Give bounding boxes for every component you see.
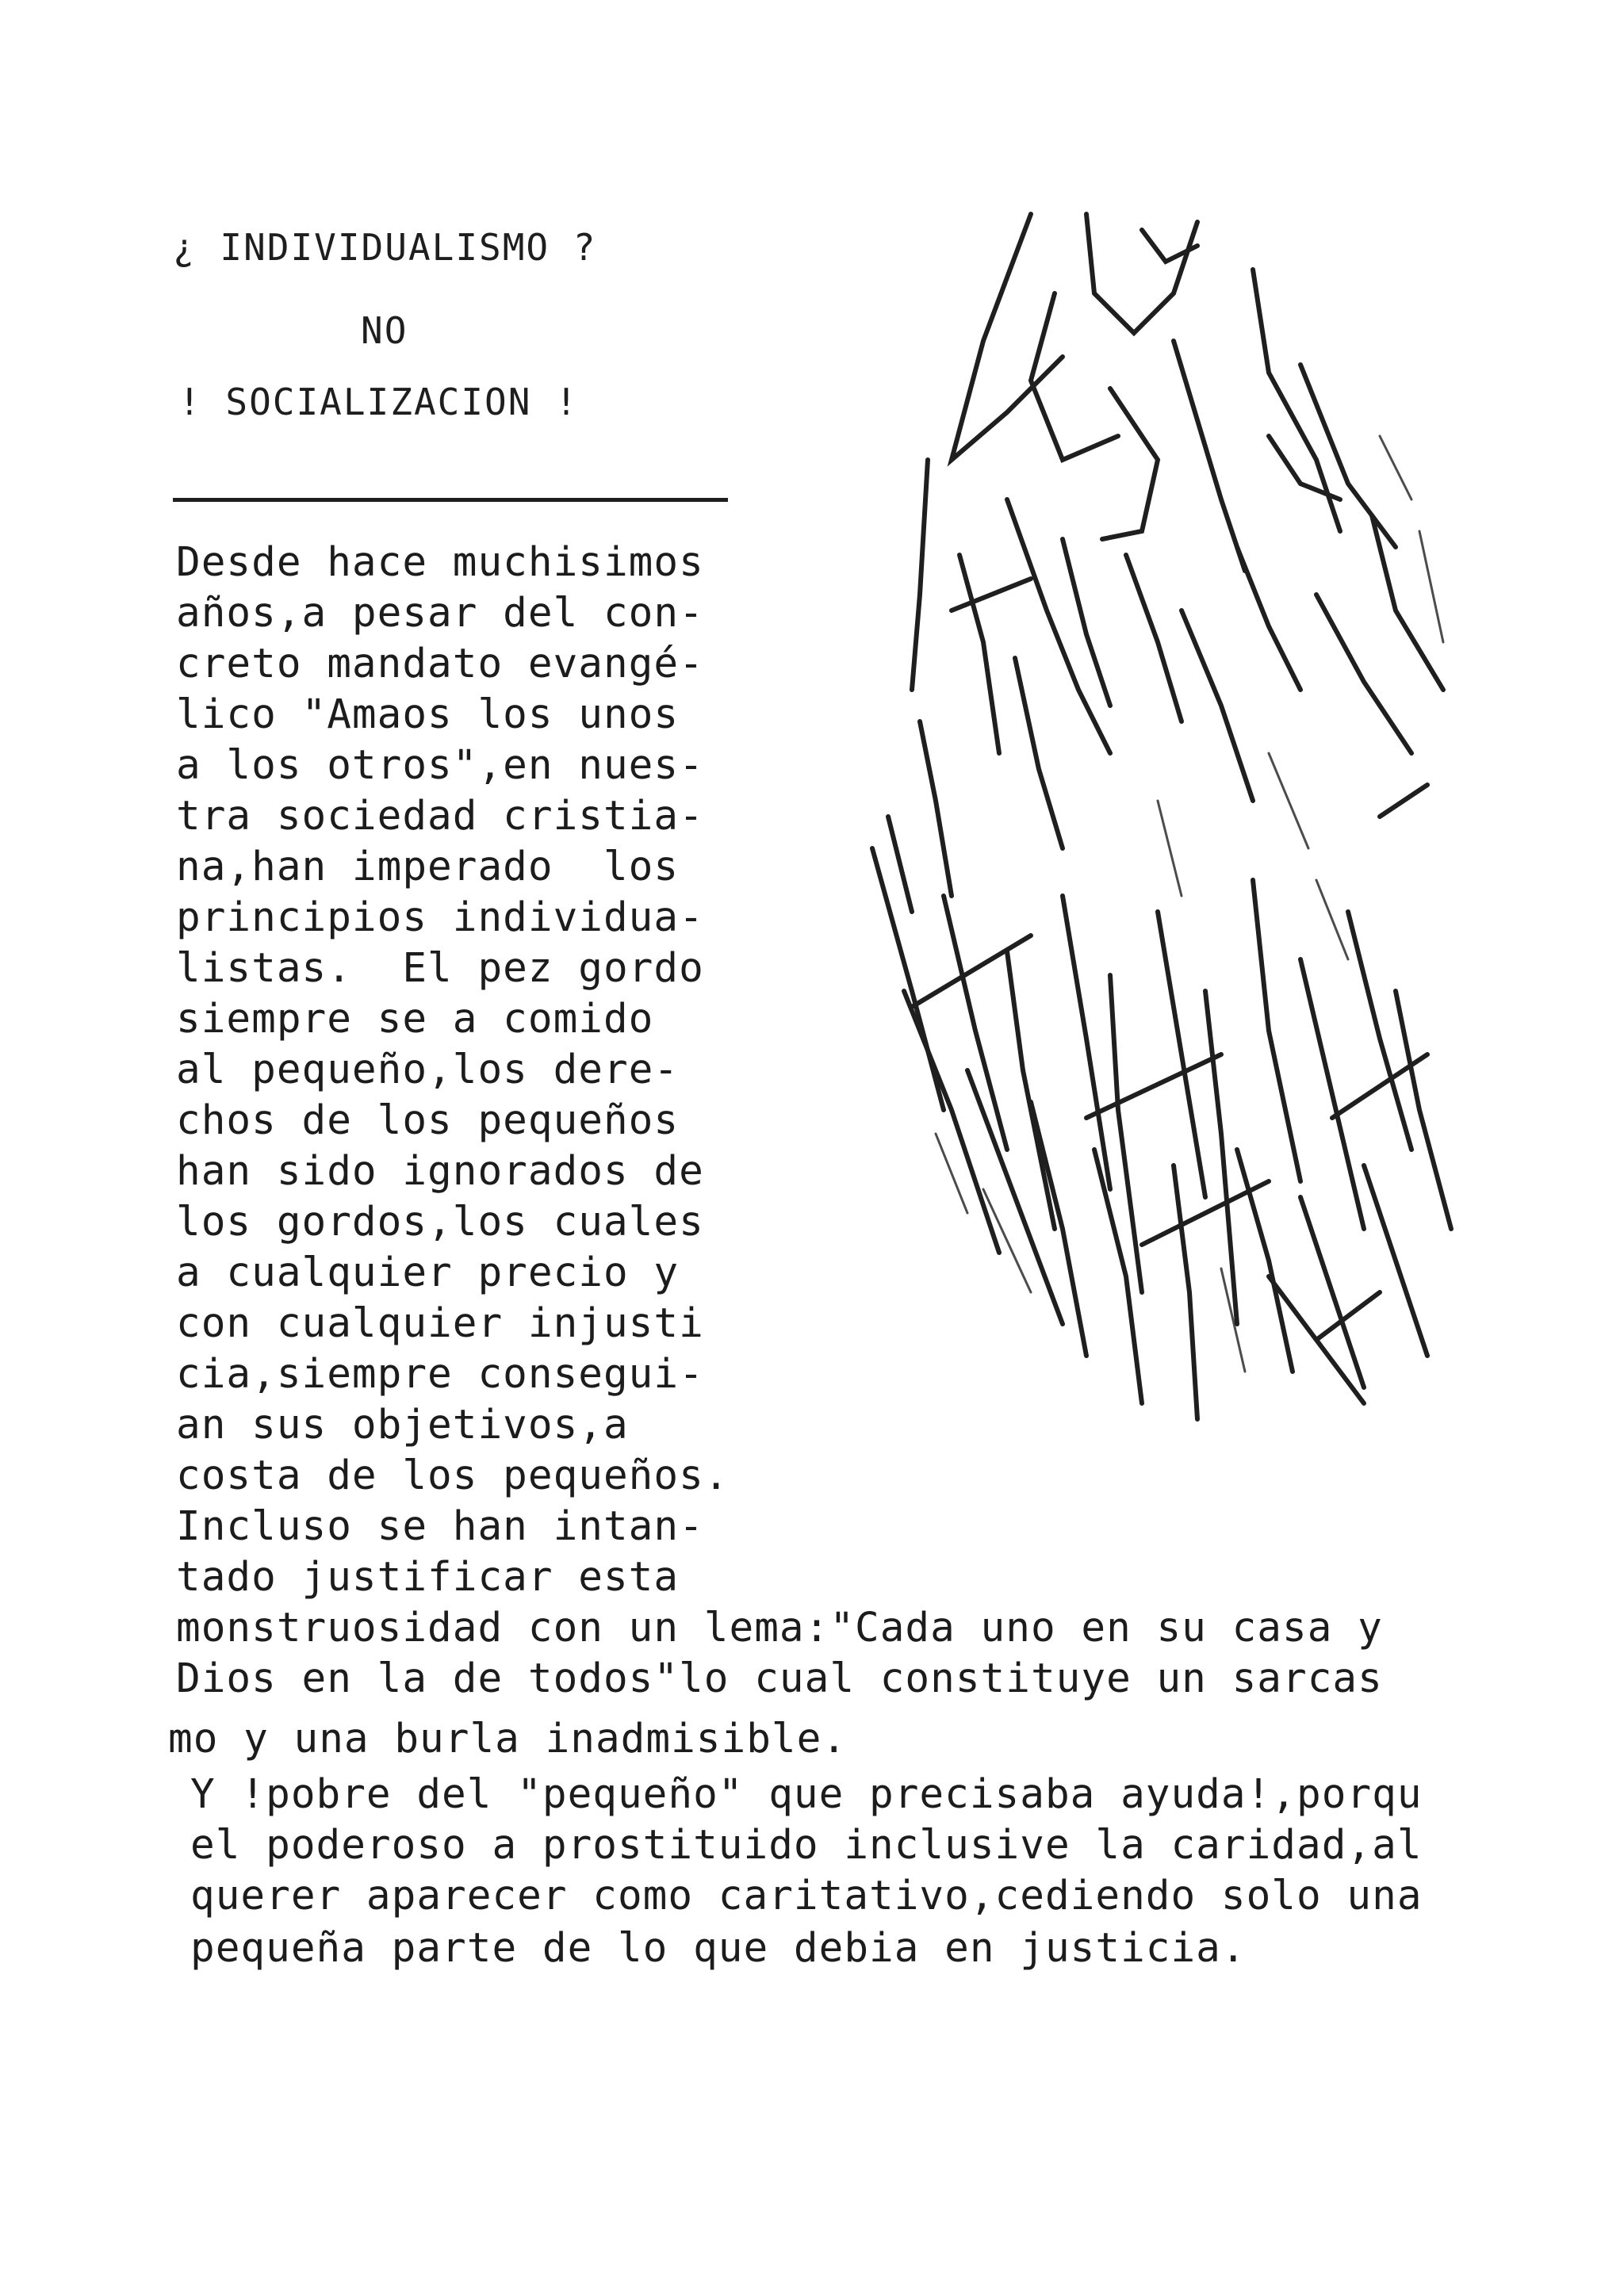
- body-line: costa de los pequeños.: [176, 1452, 730, 1499]
- heading-no: NO: [361, 309, 408, 352]
- body-line: pequeña parte de lo que debia en justicia.: [190, 1925, 1247, 1972]
- body-line: tado justificar esta: [176, 1554, 680, 1601]
- body-line: a cualquier precio y: [176, 1249, 680, 1296]
- body-line: a los otros",en nues-: [176, 742, 704, 789]
- body-line: han sido ignorados de: [176, 1148, 704, 1195]
- body-line: los gordos,los cuales: [176, 1199, 704, 1246]
- body-line: Incluso se han intan-: [176, 1503, 704, 1550]
- body-line: cia,siempre consegui-: [176, 1351, 704, 1398]
- body-line: tra sociedad cristia-: [176, 793, 704, 840]
- body-line: con cualquier injusti: [176, 1300, 704, 1347]
- body-line: Y !pobre del "pequeño" que precisaba ayuda!,porqu: [190, 1771, 1423, 1818]
- body-line: querer aparecer como caritativo,cediendo solo una: [190, 1873, 1423, 1919]
- heading-exclamation: ! SOCIALIZACION !: [178, 381, 579, 423]
- body-line: na,han imperado los: [176, 844, 680, 890]
- heading-question: ¿ INDIVIDUALISMO ?: [173, 226, 597, 269]
- body-line: principios individua-: [176, 894, 704, 941]
- body-line: Dios en la de todos"lo cual constituye un sarcas: [176, 1655, 1383, 1702]
- body-line: an sus objetivos,a: [176, 1402, 629, 1448]
- body-line: creto mandato evangé-: [176, 641, 704, 687]
- body-line: mo y una burla inadmisible.: [168, 1716, 848, 1762]
- body-line: años,a pesar del con-: [176, 590, 704, 637]
- body-line: lico "Amaos los unos: [176, 691, 680, 738]
- body-line: el poderoso a prostituido inclusive la caridad,al: [190, 1822, 1423, 1869]
- body-line: listas. El pez gordo: [176, 945, 704, 992]
- body-line: siempre se a comido: [176, 996, 654, 1043]
- sketch-illustration: [825, 198, 1475, 1498]
- heading-divider: [173, 498, 728, 502]
- body-line: chos de los pequeños: [176, 1097, 680, 1144]
- body-line: monstruosidad con un lema:"Cada uno en su casa y: [176, 1605, 1383, 1651]
- body-line: al pequeño,los dere-: [176, 1047, 680, 1093]
- body-line: Desde hace muchisimos: [176, 539, 704, 586]
